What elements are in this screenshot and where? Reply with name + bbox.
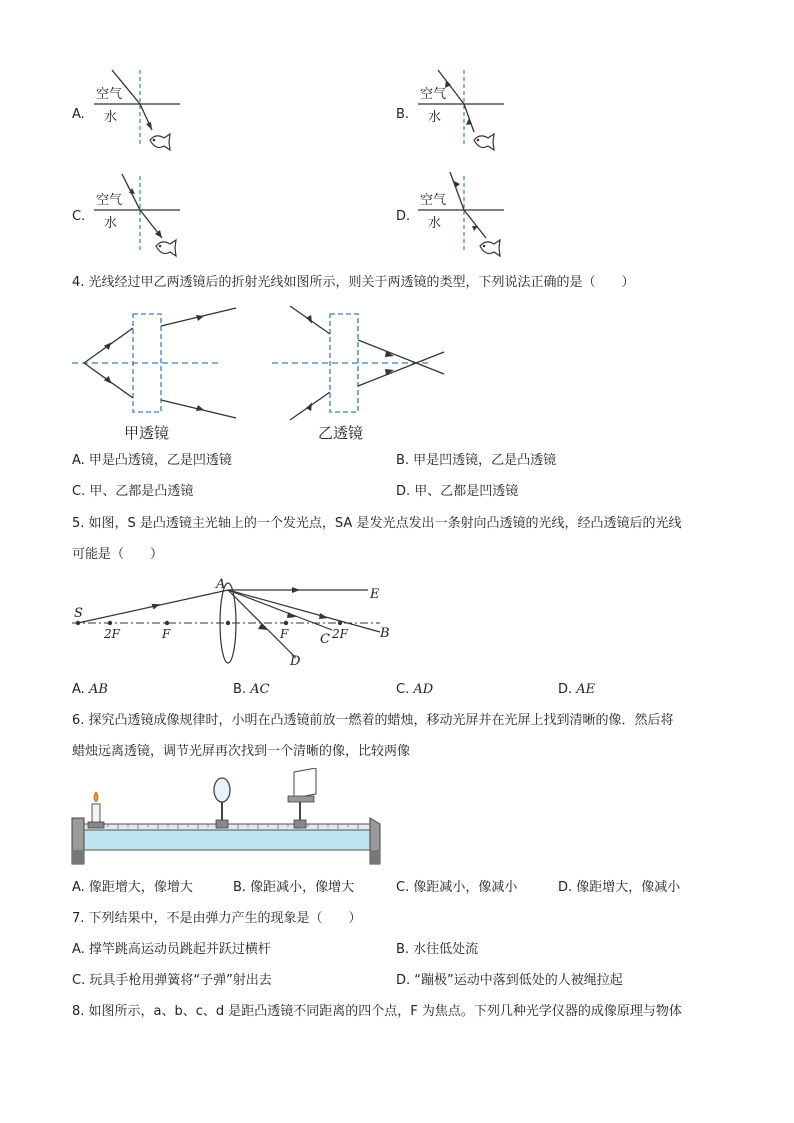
q5-convex-lens-figure: [68, 574, 398, 674]
q4-option-b: B. 甲是凹透镜，乙是凸透镜: [396, 453, 557, 468]
fish-icon: [480, 240, 500, 256]
q3-figure-a: [88, 62, 198, 160]
q6-stem-line2: 蜡烛远离透镜，调节光屏再次找到一个清晰的像，比较两像: [72, 744, 411, 759]
q4-option-c: C. 甲、乙都是凸透镜: [72, 484, 194, 499]
q7-option-c: C. 玩具手枪用弹簧将“子弹”射出去: [72, 973, 272, 988]
screen-holder-icon: [288, 768, 316, 828]
q7-option-a: A. 撑竿跳高运动员跳起并跃过横杆: [72, 942, 271, 957]
q3-d-air-label: 空气: [420, 193, 447, 208]
q3-option-d-letter: D.: [396, 209, 411, 224]
q3-a-air-label: 空气: [96, 87, 123, 102]
q4-option-a: A. 甲是凸透镜，乙是凹透镜: [72, 453, 232, 468]
q6-option-d: D. 像距增大，像减小: [558, 880, 681, 895]
q6-option-c: C. 像距减小，像减小: [396, 880, 518, 895]
q5-option-a: A. AB: [72, 682, 108, 697]
lens-b-label: 乙透镜: [318, 424, 364, 442]
label-b: B: [380, 626, 390, 641]
label-2f-right: 2F: [332, 627, 348, 641]
q7-stem: 7. 下列结果中，不是由弹力产生的现象是（ ）: [72, 911, 362, 926]
q4-stem: 4. 光线经过甲乙两透镜后的折射光线如图所示，则关于两透镜的类型，下列说法正确的是（ ）: [72, 275, 635, 290]
q7-option-d: D. “蹦极”运动中落到低处的人被绳拉起: [396, 973, 623, 988]
q5-option-b: B. AC: [233, 682, 270, 697]
fish-icon: [150, 134, 170, 150]
fish-icon: [156, 240, 176, 256]
q3-figure-d: [412, 168, 522, 266]
fish-icon: [474, 134, 494, 150]
q3-c-air-label: 空气: [96, 193, 123, 208]
q3-d-water-label: 水: [428, 216, 442, 231]
q3-b-air-label: 空气: [420, 87, 447, 102]
q5-option-c: C. AD: [396, 682, 434, 697]
lens-holder-icon: [214, 778, 230, 828]
q5-stem-line2: 可能是（ ）: [72, 547, 164, 562]
candle-icon: [88, 792, 104, 828]
label-f-right: F: [280, 627, 289, 641]
q8-stem: 8. 如图所示，a、b、c、d 是距凸透镜不同距离的四个点，F 为焦点。下列几种光学仪器的成像原理与物体: [72, 1004, 682, 1019]
q3-option-a-letter: A.: [72, 107, 85, 122]
q3-c-water-label: 水: [104, 216, 118, 231]
q5-stem-line1: 5. 如图，S 是凸透镜主光轴上的一个发光点，SA 是发光点发出一条射向凸透镜的光线，经凸透镜后的光线: [72, 516, 682, 531]
q3-option-c-letter: C.: [72, 209, 86, 224]
label-e: E: [370, 587, 380, 602]
q3-option-b-letter: B.: [396, 107, 410, 122]
label-a: A: [216, 577, 226, 592]
q5-option-d: D. AE: [558, 682, 596, 697]
q6-optical-bench-figure: [68, 768, 382, 870]
q3-b-water-label: 水: [428, 110, 442, 125]
label-c: C: [320, 632, 330, 647]
label-d: D: [290, 654, 301, 669]
q3-a-water-label: 水: [104, 110, 118, 125]
label-2f-left: 2F: [104, 627, 120, 641]
lens-a-label: 甲透镜: [124, 424, 170, 442]
q6-stem-line1: 6. 探究凸透镜成像规律时，小明在凸透镜前放一燃着的蜡烛，移动光屏并在光屏上找到清晰的像．然后将: [72, 713, 674, 728]
q6-option-a: A. 像距增大，像增大: [72, 880, 193, 895]
q3-figure-c: [88, 168, 198, 266]
q4-option-d: D. 甲、乙都是凹透镜: [396, 484, 519, 499]
q4-lens-figure: [68, 300, 458, 450]
q6-option-b: B. 像距减小，像增大: [233, 880, 355, 895]
label-f-left: F: [162, 627, 171, 641]
label-s: S: [74, 606, 83, 621]
q7-option-b: B. 水往低处流: [396, 942, 479, 957]
q3-figure-b: [412, 62, 522, 160]
